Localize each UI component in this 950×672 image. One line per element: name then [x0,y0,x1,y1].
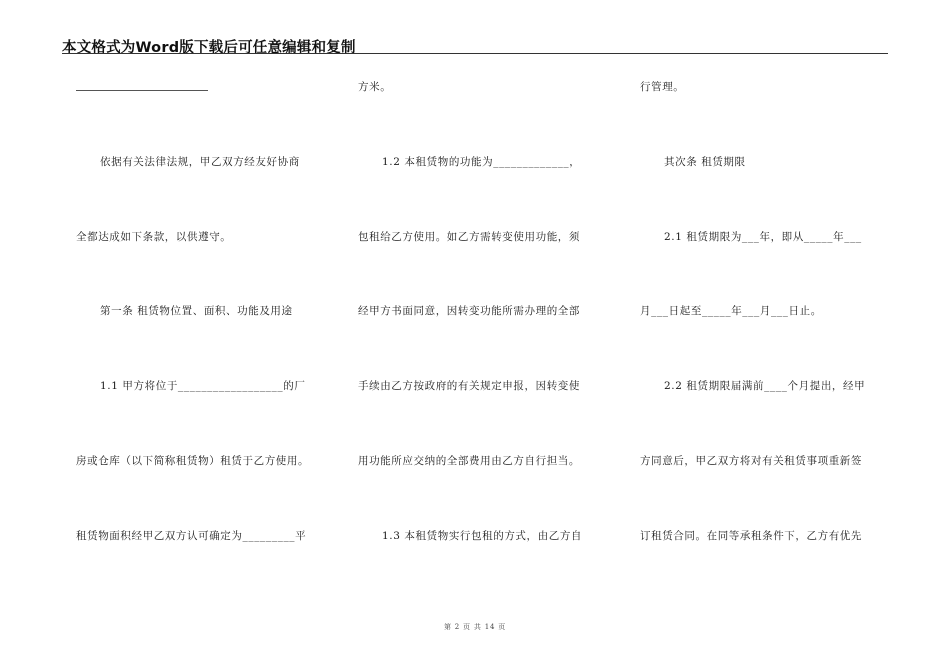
paragraph-line: 全都达成如下条款，以供遵守。 [76,231,232,243]
paragraph-line: 订租赁合同。在同等承租条件下，乙方有优先 [640,530,862,542]
section-heading: 第一条 租赁物位置、面积、功能及用途 [100,305,293,317]
paragraph-line: 1.1 甲方将位于__________________的厂 [100,380,306,392]
paragraph-line: 包租给乙方使用。如乙方需转变使用功能，须 [358,231,580,243]
page-number-footer: 第 2 页 共 14 页 [443,623,507,631]
document-header-title: 本文格式为Word版下载后可任意编辑和复制 [62,40,356,56]
paragraph-line: 行管理。 [640,81,685,93]
header-divider [62,53,888,54]
section-heading: 其次条 租赁期限 [664,156,746,168]
paragraph-line: 1.2 本租赁物的功能为_____________， [382,156,581,168]
paragraph-line: 月___日起至_____年___月___日止。 [640,305,822,317]
paragraph-line: 用功能所应交纳的全部费用由乙方自行担当。 [358,455,580,467]
paragraph-line: 2.1 租赁期限为___年，即从_____年___ [664,231,862,243]
paragraph-line: 2.2 租赁期限届满前____个月提出，经甲 [664,380,866,392]
paragraph-line: 1.3 本租赁物实行包租的方式，由乙方自 [382,530,583,542]
paragraph-line: 租赁物面积经甲乙双方认可确定为_________平 [76,530,307,542]
paragraph-line: 手续由乙方按政府的有关规定申报，因转变使 [358,380,580,392]
signature-blank-line [76,90,208,91]
paragraph-line: 方米。 [358,81,392,93]
paragraph-line: 房或仓库（以下简称租赁物）租赁于乙方使用。 [76,455,310,467]
paragraph-line: 依据有关法律法规，甲乙双方经友好协商 [100,156,300,168]
paragraph-line: 经甲方书面同意，因转变功能所需办理的全部 [358,305,580,317]
paragraph-line: 方同意后，甲乙双方将对有关租赁事项重新签 [640,455,862,467]
